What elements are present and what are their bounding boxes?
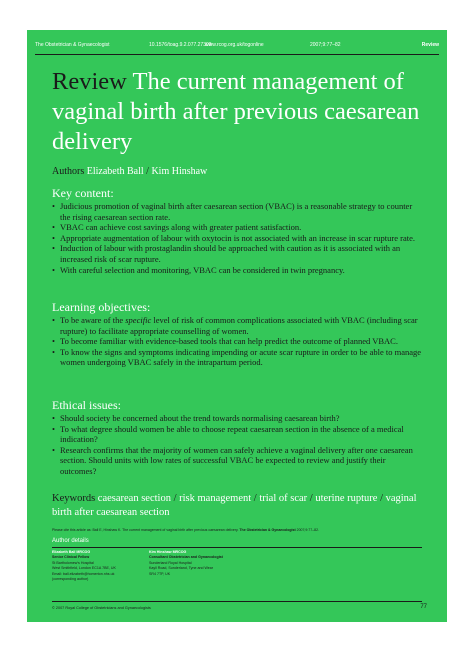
author-detail-line: Sunderland Royal Hospital	[149, 560, 192, 565]
key-content-heading: Key content:	[52, 186, 114, 200]
author-detail-role: Consultant Obstetrician and Gynaecologist	[149, 555, 223, 560]
author-detail-line: Kayll Road, Sunderland, Tyne and Wear	[149, 566, 213, 571]
author-detail-line: SR4 7TP, UK	[149, 571, 171, 576]
list-item: • Appropriate augmentation of labour with oxytocin is not associated with an increase in scar rupture rate.	[52, 233, 422, 244]
author-details-2	[149, 550, 223, 577]
keyword: uterine rupture	[315, 493, 378, 504]
author-detail-role: Senior Clinical Fellow	[52, 555, 90, 560]
keyword: risk management	[179, 493, 252, 504]
keyword-separator: /	[309, 493, 313, 504]
list-item: • Research confirms that the majority of women can safely achieve a vaginal delivery after one caesarean section. Should units with low rates of successful VBAC be expected to review and justify their outcomes?	[52, 445, 422, 477]
list-item: • To know the signs and symptoms indicating impending or acute scar rupture in order to be able to manage women undergoing VBAC safely in the intrapartum period.	[52, 347, 422, 368]
keyword-separator: /	[380, 493, 383, 504]
list-item: • VBAC can achieve cost savings along with greater patient satisfaction.	[52, 222, 422, 233]
author-details-divider	[52, 547, 422, 548]
keyword: caesarean section	[97, 493, 171, 504]
author-detail-line: (corresponding author)	[52, 577, 89, 582]
author-detail-name: Elizabeth Ball MRCOG	[52, 550, 91, 554]
key-content-list	[52, 201, 422, 275]
keyword: trial of scar	[259, 493, 308, 504]
citation-line: Please cite this article as: Ball E, Hinshaw K. The current management of vaginal birth after previous caesarean delivery. The Obstetrician & Gynaecologist 2007;9:77–82.	[52, 528, 320, 532]
list-item: • Judicious promotion of vaginal birth after caesarean section (VBAC) is a reasonable strategy to counter the rising caesarean section rate.	[52, 201, 422, 222]
copyright: © 2007 Royal College of Obstetricians and Gynaecologists	[52, 606, 151, 610]
author-email[interactable]: Email: ball.elizabeth@homerton.nhs.uk	[52, 571, 115, 576]
footer-divider	[52, 601, 422, 602]
list-item: • To become familiar with evidence-based tools that can help predict the outcome of planned VBAC.	[52, 336, 422, 347]
list-item: • To be aware of the specific level of risk of common complications associated with VBAC (including scar rupture) to facilitate appropriate counselling of women.	[52, 315, 422, 336]
page-number: 77	[420, 604, 427, 610]
keyword: vaginal birth after caesarean section	[52, 493, 417, 518]
author-detail-line: West Smithfield, London EC1A 7BE, UK	[52, 566, 116, 571]
journal-name: The Obstetrician & Gynaecologist	[35, 42, 110, 48]
author-detail-name: Kim Hinshaw MRCOG	[149, 550, 187, 554]
ethical-issues-list	[52, 413, 422, 477]
keywords-line	[52, 492, 422, 520]
learning-objectives-heading: Learning objectives:	[52, 300, 151, 314]
section-label: Review	[421, 42, 439, 48]
header-divider	[35, 54, 439, 55]
citation-journal: The Obstetrician & Gynaecologist	[239, 528, 296, 532]
journal-url[interactable]: www.rcog.org.uk/togonline	[205, 42, 264, 48]
author-name: Kim Hinshaw	[151, 166, 208, 177]
author-separator: /	[146, 166, 149, 177]
learning-objectives-list	[52, 315, 422, 368]
list-item: • With careful selection and monitoring, VBAC can be considered in twin pregnancy.	[52, 265, 422, 276]
ethical-issues-heading: Ethical issues:	[52, 398, 121, 412]
journal-page	[27, 30, 447, 622]
title-prefix: Review	[52, 68, 127, 95]
article-title	[52, 67, 432, 157]
keyword-separator: /	[173, 493, 177, 504]
keyword-separator: /	[253, 493, 257, 504]
author-name: Elizabeth Ball	[86, 166, 144, 177]
author-details-1	[52, 550, 116, 582]
volume-info: 2007;9:77–82	[310, 42, 341, 48]
title-text: The current management of vaginal birth after previous caesarean delivery	[52, 68, 420, 155]
keywords-label: Keywords	[52, 493, 96, 504]
list-item: • Induction of labour with prostaglandin should be approached with caution as it is associated with an increased risk of scar rupture.	[52, 243, 422, 264]
authors-line	[52, 166, 207, 177]
authors-label: Authors	[52, 166, 85, 177]
author-detail-line: St Bartholomew's Hospital	[52, 560, 94, 565]
list-item: • Should society be concerned about the trend towards normalising caesarean birth?	[52, 413, 422, 424]
doi: 10.1576/toag.9.2.077.27309	[149, 42, 212, 48]
emphasis: specific	[125, 315, 152, 325]
list-item: • To what degree should women be able to choose repeat caesarean section in the absence of a medical indication?	[52, 424, 422, 445]
author-details-heading: Author details	[52, 538, 89, 544]
